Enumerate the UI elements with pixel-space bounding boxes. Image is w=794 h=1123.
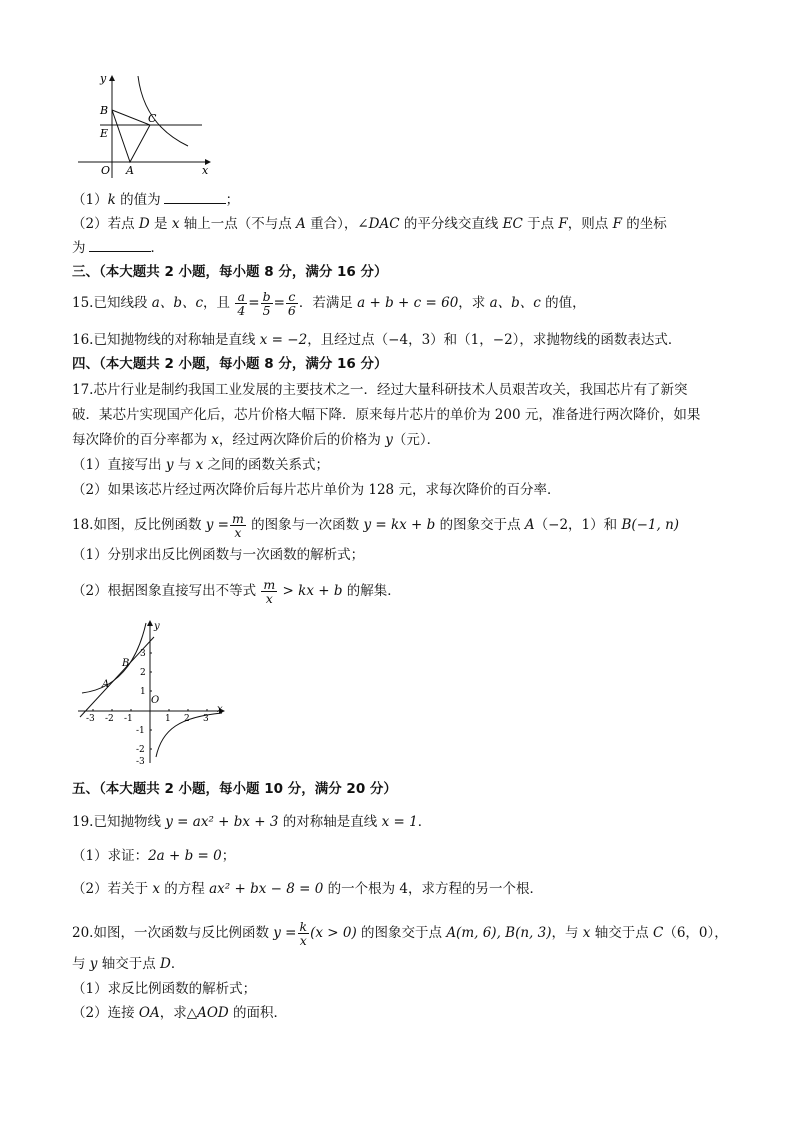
fig2-label-o: O [151,695,160,706]
fig1-label-a: A [126,164,134,177]
q14-part1: （1）k 的值为 ； [72,189,239,210]
figure-triangle-hyperbola [70,70,220,182]
triangle-bac [112,110,150,162]
fraction-a-4: $\frac{a}{4}$ [237,289,246,318]
fig1-label-y: y [100,72,107,85]
y-tick-label: -2 [136,745,145,755]
fig2-label-b: B [122,658,130,669]
q19-part1: （1）求证：2a + b = 0； [72,848,236,864]
q19: 19.已知抛物线 y = ax² + bx + 3 的对称轴是直线 x = 1． [72,814,432,830]
q17-line3: 每次降价的百分率都为 x，经过两次降价后的价格为 y（元）． [72,432,441,448]
fraction-k-x: $\frac{k}{x}$ [299,919,308,948]
hyperbola-curve [138,76,188,146]
q17-line2: 破．某芯片实现国产化后，芯片价格大幅下降．原来每片芯片的单价为 200 元，准备进行两次降价，如果 [72,407,701,423]
q20-part1: （1）求反比例函数的解析式； [72,981,257,997]
q15: 15.已知线段 a、b、c，且 $\frac{a}{4}$ = $\frac{b}{5}$ = $\frac{c}{6}$ ．若满足 a + b + c = 60，求 a、b、c 的值， [72,289,586,318]
y-tick-label: -1 [136,726,145,736]
section-3-heading: 三、（本大题共 2 小题，每小题 8 分，满分 16 分） [72,264,388,280]
answer-blank[interactable] [164,189,226,204]
fraction-b-5: $\frac{b}{5}$ [262,289,271,318]
q20: 20.如图，一次函数与反比例函数 y = $\frac{k}{x}$ (x > 0) 的图象交于点 A(m, 6), B(n, 3)，与 x 轴交于点 C（6，0）， [72,919,728,948]
y-tick-label: 1 [140,687,146,697]
x-tick-label: -3 [86,714,95,724]
q19-part2: （2）若关于 x 的方程 ax² + bx − 8 = 0 的一个根为 4，求方程的另一个根． [72,881,543,897]
x-tick-label: 3 [203,714,209,724]
q14-part2: （2）若点 D 是 x 轴上一点（不与点 A 重合），∠DAC 的平分线交直线 EC 于点 F，则点 F 的坐标 [72,216,667,232]
fig1-label-c: C [148,112,157,125]
y-tick-label: 2 [140,668,146,678]
q18-part1: （1）分别求出反比例函数与一次函数的解析式； [72,547,365,563]
section-4-heading: 四、（本大题共 2 小题，每小题 8 分，满分 16 分） [72,356,388,372]
fraction-c-6: $\frac{c}{6}$ [287,289,296,318]
q18-part2: （2）根据图象直接写出不等式 $\frac{m}{x}$ > kx + b 的解集． [72,577,401,606]
fig1-label-b: B [100,104,109,117]
fraction-m-x: $\frac{m}{x}$ [232,511,244,540]
answer-blank[interactable] [89,237,151,252]
fraction-m-x-2: $\frac{m}{x}$ [263,577,276,606]
fig2-label-x: x [217,704,223,715]
x-tick-label: 2 [184,714,190,724]
q17-part2: （2）如果该芯片经过两次降价后每片芯片单价为 128 元，求每次降价的百分率． [72,482,561,498]
fig1-label-e: E [100,127,109,140]
q20-line2: 与 y 轴交于点 D． [72,956,185,972]
hyperbola-branch-upper [82,623,146,693]
q14-part2-cont: 为 ． [72,237,164,258]
y-tick-label: 3 [140,649,146,659]
fig1-label-o: O [101,164,111,177]
section-5-heading: 五、（本大题共 2 小题，每小题 10 分，满分 20 分） [72,781,397,797]
q18: 18.如图，反比例函数 y = $\frac{m}{x}$ 的图象与一次函数 y = kx + b 的图象交于点 A（−2，1）和 B(−1, n) [72,511,680,540]
fig2-label-y: y [154,621,160,632]
x-tick-label: 1 [165,714,171,724]
q20-part2: （2）连接 OA，求△AOD 的面积． [72,1005,288,1021]
y-tick-label: -3 [136,757,145,765]
q17-line1: 17.芯片行业是制约我国工业发展的主要技术之一．经过大量科研技术人员艰苦攻关，我国芯片有了新突 [72,382,688,398]
x-tick-label: -2 [105,714,114,724]
figure-hyperbola-line [74,617,234,765]
fig1-label-x: x [202,164,209,177]
x-tick-label: -1 [124,714,133,724]
q16: 16.已知抛物线的对称轴是直线 x = −2，且经过点（−4，3）和（1，−2），求抛物线的函数表达式． [72,332,682,348]
fig2-label-a: A [102,679,110,690]
q17-part1: （1）直接写出 y 与 x 之间的函数关系式； [72,457,330,473]
